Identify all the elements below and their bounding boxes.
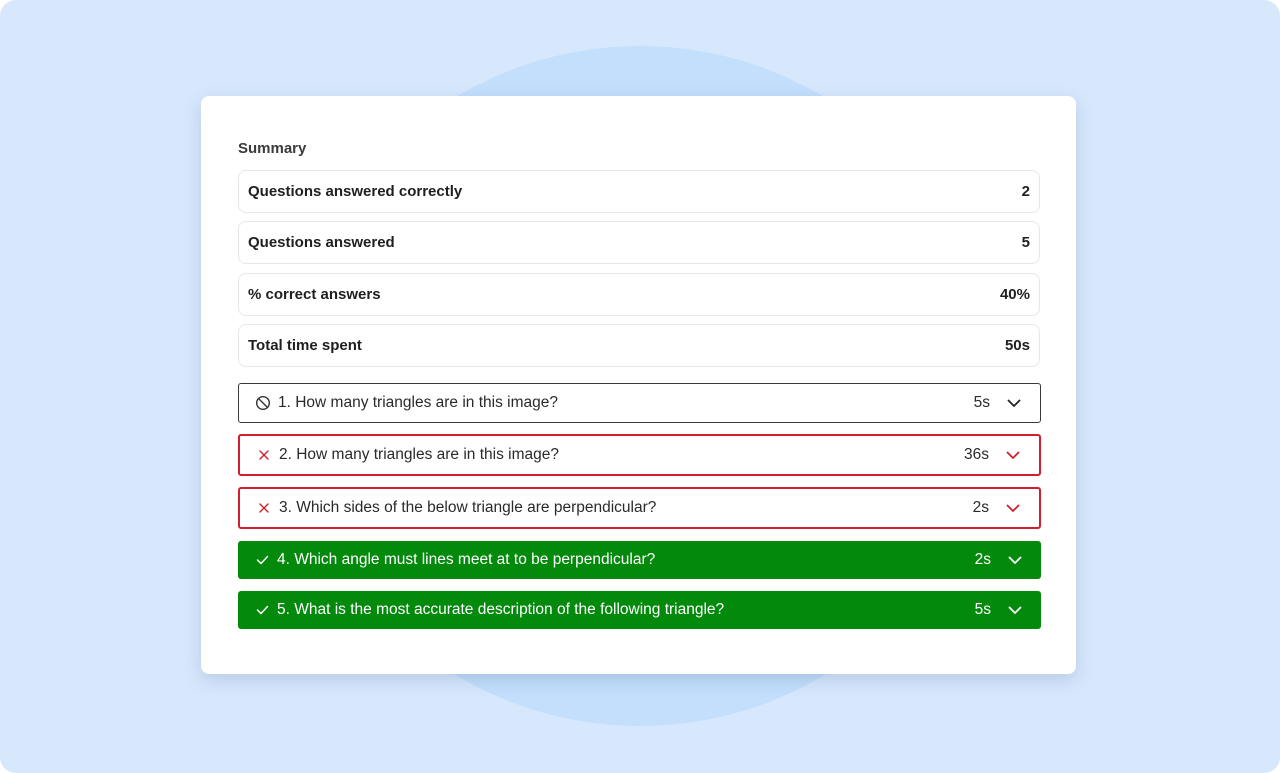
question-text: 1. How many triangles are in this image? — [278, 394, 558, 411]
check-icon — [252, 550, 272, 570]
question-text: 2. How many triangles are in this image? — [279, 446, 559, 463]
stat-label: % correct answers — [248, 286, 381, 303]
stat-row-correct — [238, 170, 1040, 213]
question-time: 5s — [973, 394, 990, 411]
question-row-2[interactable] — [238, 434, 1041, 476]
cross-icon — [254, 498, 274, 518]
stat-value: 40% — [999, 286, 1030, 303]
chevron-down-icon[interactable] — [1005, 550, 1025, 570]
question-row-4[interactable] — [238, 541, 1041, 579]
stat-label: Total time spent — [248, 337, 362, 354]
question-time: 36s — [964, 446, 989, 463]
chevron-down-icon[interactable] — [1003, 498, 1023, 518]
check-icon — [252, 600, 272, 620]
stat-label: Questions answered — [248, 234, 395, 251]
question-time: 2s — [974, 551, 991, 568]
stat-value: 50s — [1004, 337, 1030, 354]
summary-card — [201, 96, 1076, 674]
stat-row-time — [238, 324, 1040, 367]
question-row-3[interactable] — [238, 487, 1041, 529]
stat-label: Questions answered correctly — [248, 183, 463, 200]
chevron-down-icon[interactable] — [1003, 445, 1023, 465]
stat-row-answered — [238, 221, 1040, 264]
stat-value: 2 — [1021, 183, 1030, 200]
question-row-5[interactable] — [238, 591, 1041, 629]
stat-row-percent — [238, 273, 1040, 316]
question-row-1[interactable] — [238, 383, 1041, 423]
chevron-down-icon[interactable] — [1004, 393, 1024, 413]
summary-title: Summary — [238, 140, 307, 157]
cross-icon — [254, 445, 274, 465]
question-time: 2s — [972, 499, 989, 516]
skipped-icon — [253, 393, 273, 413]
chevron-down-icon[interactable] — [1005, 600, 1025, 620]
question-text: 3. Which sides of the below triangle are perpendicular? — [279, 499, 657, 516]
question-time: 5s — [974, 601, 991, 618]
question-text: 5. What is the most accurate description of the following triangle? — [277, 601, 725, 618]
question-text: 4. Which angle must lines meet at to be perpendicular? — [277, 551, 656, 568]
stat-value: 5 — [1021, 234, 1030, 251]
